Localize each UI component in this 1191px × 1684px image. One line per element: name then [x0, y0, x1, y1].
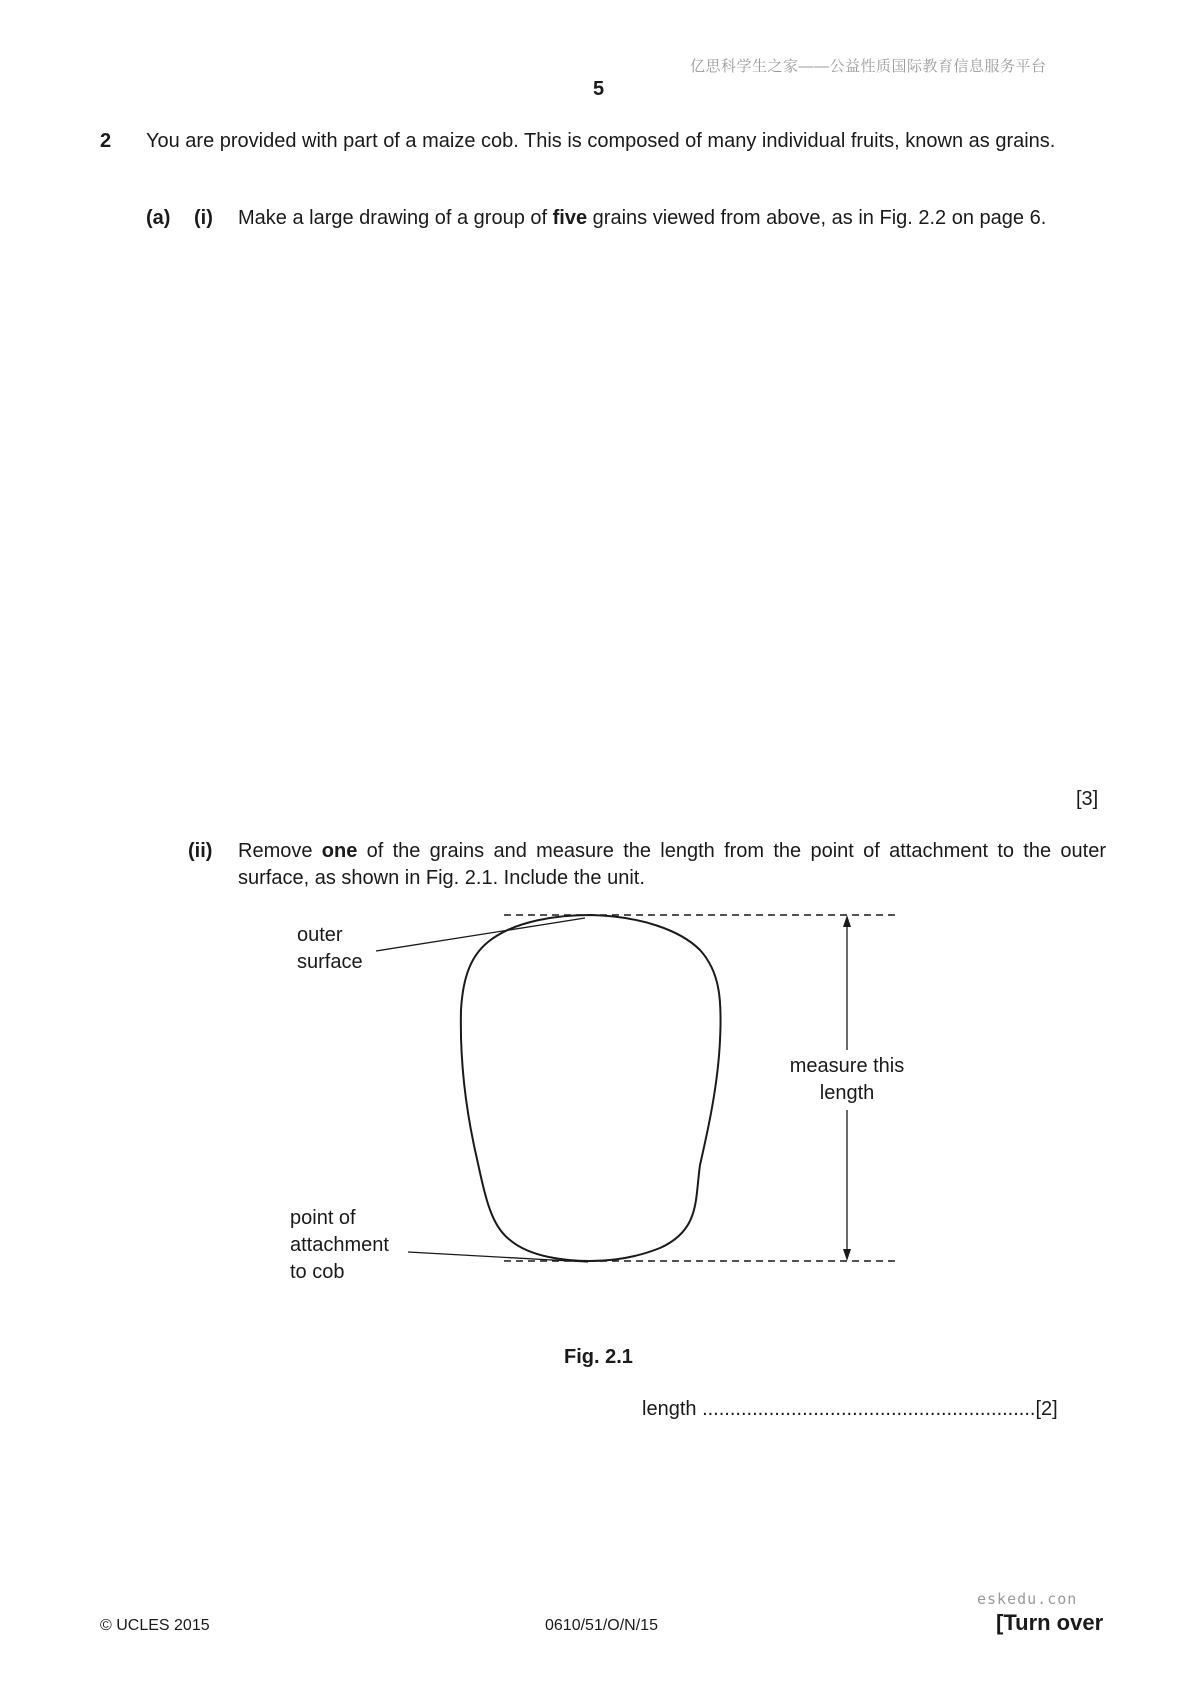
- sub-i-instruction: Make a large drawing of a group of five grains viewed from above, as in Fig. 2.2 on page 6.: [238, 207, 1047, 229]
- label-measure-length: measure this length: [789, 1055, 905, 1104]
- part-a-label: (a): [146, 207, 171, 229]
- sub-i-label: (i): [194, 207, 213, 229]
- watermark-bottom: eskedu.con: [977, 1590, 1078, 1608]
- outer-surface-leader: [376, 918, 585, 951]
- arrowhead-down: [843, 1249, 851, 1261]
- question-intro: You are provided with part of a maize cob. This is composed of many individual fruits, known as grains.: [146, 130, 1056, 152]
- paper-code: 0610/51/O/N/15: [545, 1617, 658, 1634]
- watermark-top: 亿思科学生之家——公益性质国际教育信息服务平台: [690, 58, 1047, 75]
- label-point-of-attachment: point of attachment to cob: [290, 1207, 389, 1283]
- attachment-leader: [408, 1252, 588, 1262]
- sub-ii-instruction: Remove one of the grains and measure the length from the point of attachment to the outer surface, as shown in Fig. 2.1. Include the unit.: [238, 840, 1106, 889]
- copyright: © UCLES 2015: [100, 1617, 210, 1634]
- length-label: length: [642, 1398, 697, 1420]
- answer-marks: [2]: [1035, 1398, 1058, 1420]
- turn-over: [Turn over: [996, 1610, 1104, 1635]
- length-answer-line[interactable]: [642, 1398, 1058, 1421]
- arrowhead-up: [843, 915, 851, 927]
- sub-i-marks: [3]: [1076, 788, 1099, 810]
- page-number: 5: [593, 78, 605, 100]
- answer-dots: ............................................................: [702, 1398, 1036, 1420]
- label-outer-surface: outer surface: [297, 924, 363, 973]
- question-number: 2: [100, 130, 112, 152]
- figure-caption: Fig. 2.1: [564, 1346, 633, 1368]
- grain-outline: [461, 915, 721, 1261]
- sub-ii-label: (ii): [188, 840, 213, 862]
